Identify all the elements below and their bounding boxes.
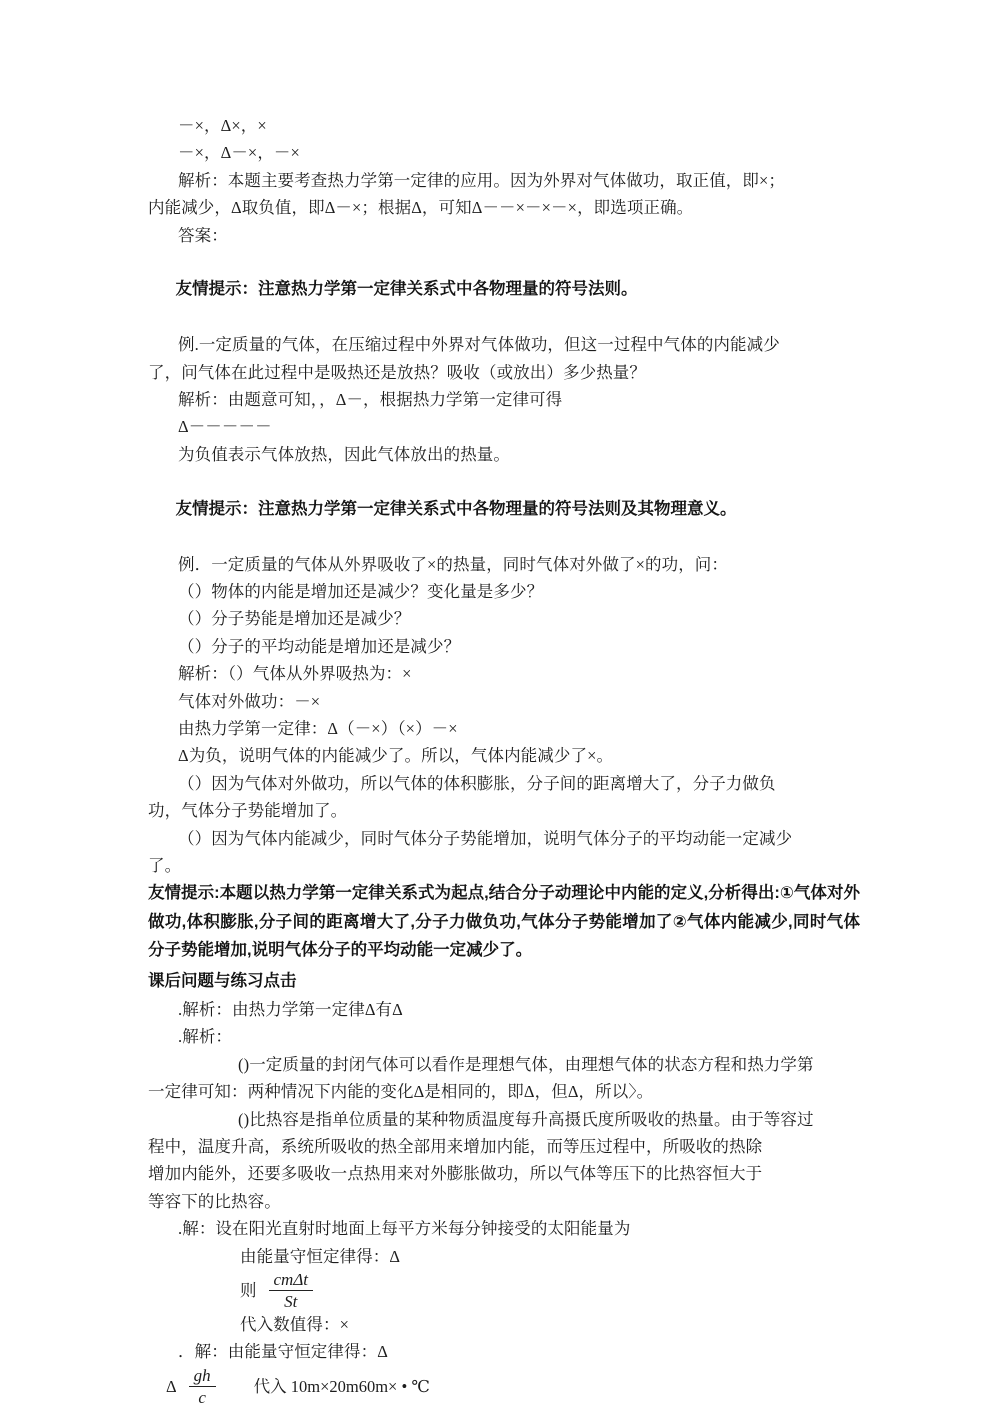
answer-3-line-2: 了。 bbox=[148, 855, 182, 875]
exercise-2-item-2-line-4: 等容下的比热容。 bbox=[148, 1191, 281, 1211]
exercise-3-formula bbox=[148, 1270, 860, 1311]
fraction-numerator-gh: gh bbox=[193, 1365, 211, 1385]
delta-negative-note: Δ为负，说明气体的内能减少了。所以，气体内能减少了×。 bbox=[178, 746, 614, 766]
analysis-label-2: 解析：由题意可知，，Δ－，根据热力学第一定律可得 bbox=[178, 390, 563, 410]
exercise-2-analysis-label: .解析： bbox=[178, 1027, 233, 1047]
tip-text-3: 本题以热力学第一定律关系式为起点,结合分子动理论中内能的定义,分析得出:①气体对外做功,体积膨胀,分子间的距离增大了,分子力做负功,气体分子势能增加了②气体内能减少,同时气体分子势能增加,说明气体分子的平均动能一定减少了。 bbox=[148, 884, 860, 960]
tip-label-2: 友情提示 bbox=[175, 499, 242, 518]
negative-value-note: 为负值表示气体放热，因此气体放出的热量。 bbox=[178, 444, 510, 464]
exercise-3-formula-prefix: 则 bbox=[240, 1280, 257, 1300]
tip-label-3: 友情提示: bbox=[148, 884, 220, 903]
exercise-4-solution: ．解：由能量守恒定律得：Δ bbox=[178, 1342, 388, 1362]
exercise-2-item-2-line-3: 增加内能外，还要多吸收一点热用来对外膨胀做功，所以气体等压下的比热容恒大于 bbox=[148, 1164, 763, 1184]
fraction-cmdt-over-st bbox=[269, 1270, 314, 1311]
exercise-1-analysis: .解析：由热力学第一定律Δ有Δ bbox=[178, 999, 403, 1019]
tip-text-2: ：注意热力学第一定律关系式中各物理量的符号法则及其物理意义。 bbox=[241, 499, 737, 518]
fraction-gh-over-c bbox=[189, 1366, 216, 1407]
exercise-3-solution: .解：设在阳光直射时地面上每平方米每分钟接受的太阳能量为 bbox=[178, 1219, 631, 1239]
exercise-2-item-1-line-1: ()一定质量的封闭气体可以看作是理想气体，由理想气体的状态方程和热力学第 bbox=[238, 1054, 814, 1074]
tip-block-3 bbox=[148, 879, 860, 965]
example-2-question-3: （）分子的平均动能是增加还是减少？ bbox=[178, 636, 461, 656]
exercise-4-substitute-values: 代入 10m×20m60m× • ℃ bbox=[253, 1376, 430, 1396]
delta-equation-1: Δ－－－－－ bbox=[178, 417, 272, 437]
example-2-question-1: （）物体的内能是增加还是减少？变化量是多少？ bbox=[178, 581, 544, 601]
exercise-3-substitute: 代入数值得：× bbox=[240, 1315, 350, 1334]
exercise-2-item-2-line-2: 程中，温度升高，系统所吸收的热全部用来增加内能，而等压过程中，所吸收的热除 bbox=[148, 1136, 763, 1156]
answer-label-1: 答案： bbox=[178, 225, 228, 245]
analysis-paragraph-1-line-1: 解析：本题主要考查热力学第一定律的应用。因为外界对气体做功，取正值，即×； bbox=[178, 170, 786, 190]
example-2-line: 例．一定质量的气体从外界吸收了×的热量，同时气体对外做了×的功，问： bbox=[178, 554, 729, 574]
exercise-3-energy-conservation: 由能量守恒定律得：Δ bbox=[240, 1246, 401, 1266]
option-line-a: －×，Δ×，× bbox=[178, 116, 267, 135]
example-1-line-2: 了，问气体在此过程中是吸热还是放热？吸收（或放出）多少热量？ bbox=[148, 362, 646, 382]
document-body bbox=[148, 112, 860, 1407]
fraction-numerator: cmΔt bbox=[273, 1269, 309, 1289]
tip-line-1 bbox=[148, 249, 860, 331]
work-done-line: 气体对外做功：－× bbox=[178, 691, 321, 711]
answer-2-line-1: （）因为气体对外做功，所以气体的体积膨胀，分子间的距离增大了，分子力做负 bbox=[178, 773, 776, 793]
analysis-paragraph-1-line-2: 内能减少，Δ取负值，即Δ－×；根据Δ，可知Δ－－×－×－×，即选项正确。 bbox=[148, 198, 694, 218]
analysis-label-3: 解析：（）气体从外界吸热为：× bbox=[178, 664, 412, 684]
exercise-2-item-1-line-2: 一定律可知：两种情况下内能的变化Δ是相同的，即Δ，但Δ，所以〉。 bbox=[148, 1082, 654, 1102]
option-line-b: －×，Δ－×，－× bbox=[178, 143, 300, 163]
fraction-denominator: St bbox=[269, 1290, 314, 1311]
tip-line-2 bbox=[148, 468, 860, 550]
fraction-denominator-c: c bbox=[189, 1386, 216, 1407]
answer-3-line-1: （）因为气体内能减少，同时气体分子势能增加，说明气体分子的平均动能一定减少 bbox=[178, 828, 793, 848]
tip-label-1: 友情提示 bbox=[175, 280, 242, 299]
first-law-equation: 由热力学第一定律：Δ（－×）（×）－× bbox=[178, 718, 458, 738]
answer-2-line-2: 功，气体分子势能增加了。 bbox=[148, 801, 348, 821]
example-1-line-1: 例.一定质量的气体，在压缩过程中外界对气体做功，但这一过程中气体的内能减少 bbox=[178, 335, 780, 355]
tip-text-1: ：注意热力学第一定律关系式中各物理量的符号法则。 bbox=[241, 280, 638, 299]
exercise-2-item-2-line-1: ()比热容是指单位质量的某种物质温度每升高摄氏度所吸收的热量。由于等容过 bbox=[238, 1109, 814, 1129]
exercise-4-formula bbox=[148, 1366, 860, 1407]
example-2-question-2: （）分子势能是增加还是减少？ bbox=[178, 609, 411, 629]
section-heading-exercises: 课后问题与练习点击 bbox=[148, 971, 297, 990]
exercise-4-delta-symbol: Δ bbox=[166, 1376, 177, 1396]
